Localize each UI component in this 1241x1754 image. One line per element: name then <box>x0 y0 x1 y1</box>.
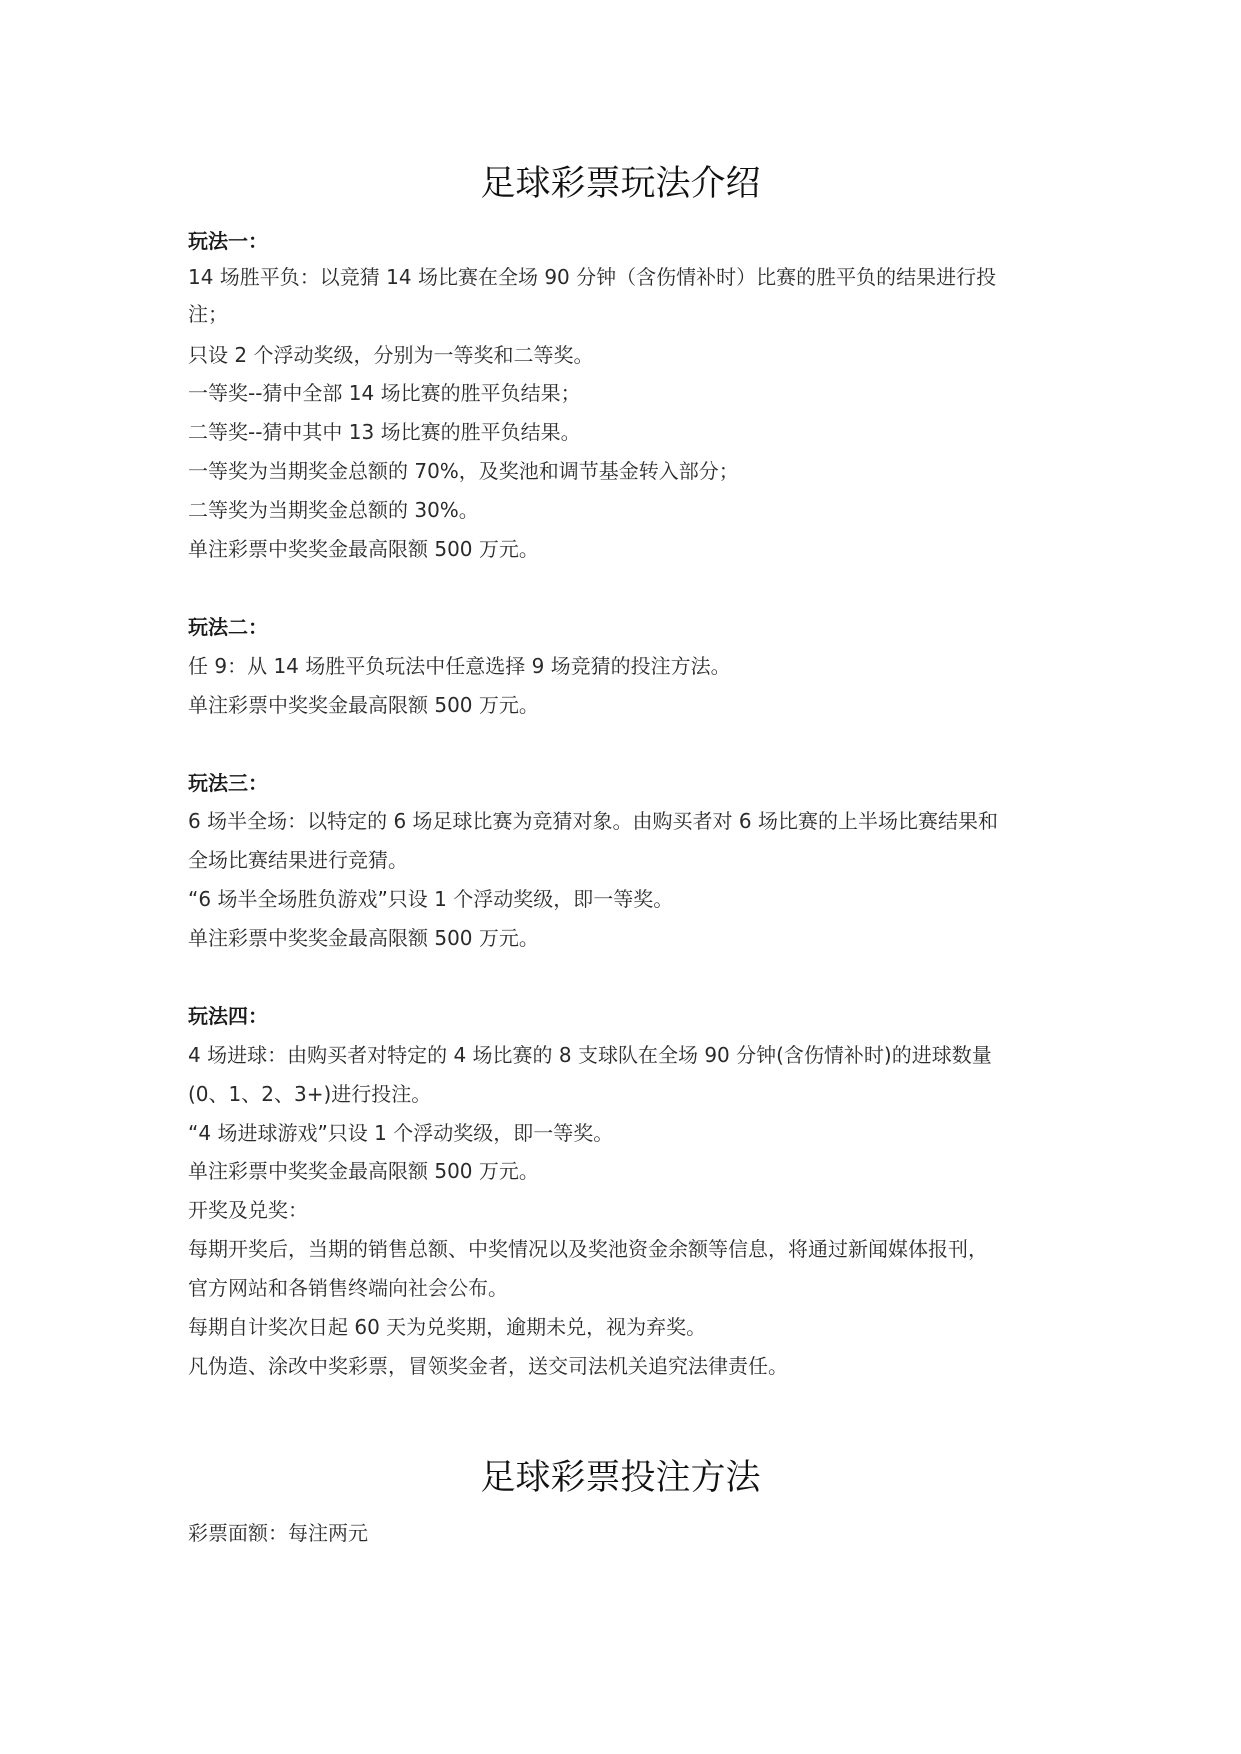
section-1-line: 二等奖--猜中其中 13 场比赛的胜平负结果。 <box>188 420 581 444</box>
section-heading: 足球彩票投注方法 <box>480 1458 761 1498</box>
section-1-line: 一等奖--猜中全部 14 场比赛的胜平负结果； <box>188 381 581 405</box>
section-4-line: 每期开奖后，当期的销售总额、中奖情况以及奖池资金余额等信息，将通过新闻媒体报刊， <box>188 1237 988 1261</box>
section-1-title: 玩法一： <box>188 229 268 253</box>
section-1-line: 注； <box>188 302 228 326</box>
section-4-line: 单注彩票中奖奖金最高限额 500 万元。 <box>188 1159 539 1183</box>
section-1-line: 二等奖为当期奖金总额的 30%。 <box>188 498 479 522</box>
page-title: 足球彩票玩法介绍 <box>480 164 761 204</box>
footer-line: 彩票面额：每注两元 <box>188 1521 368 1545</box>
section-4-line: “4 场进球游戏”只设 1 个浮动奖级，即一等奖。 <box>188 1121 614 1145</box>
section-1-line: 14 场胜平负：以竞猜 14 场比赛在全场 90 分钟（含伤情补时）比赛的胜平负的结果进行投 <box>188 265 997 289</box>
section-2-line: 单注彩票中奖奖金最高限额 500 万元。 <box>188 693 539 717</box>
section-4-line: 开奖及兑奖： <box>188 1198 308 1222</box>
section-4-line: (0、1、2、3+)进行投注。 <box>188 1082 432 1106</box>
section-3-line: 6 场半全场：以特定的 6 场足球比赛为竞猜对象。由购买者对 6 场比赛的上半场比赛结果和 <box>188 809 998 833</box>
section-2-line: 任 9：从 14 场胜平负玩法中任意选择 9 场竞猜的投注方法。 <box>188 654 731 678</box>
section-4-line: 每期自计奖次日起 60 天为兑奖期，逾期未兑，视为弃奖。 <box>188 1315 707 1339</box>
section-3-line: 全场比赛结果进行竞猜。 <box>188 848 408 872</box>
section-4-line: 4 场进球：由购买者对特定的 4 场比赛的 8 支球队在全场 90 分钟(含伤情补时)的进球数量 <box>188 1043 992 1067</box>
section-3-line: 单注彩票中奖奖金最高限额 500 万元。 <box>188 926 539 950</box>
section-1-line: 只设 2 个浮动奖级，分别为一等奖和二等奖。 <box>188 343 594 367</box>
section-3-line: “6 场半全场胜负游戏”只设 1 个浮动奖级，即一等奖。 <box>188 887 674 911</box>
section-1-line: 一等奖为当期奖金总额的 70%，及奖池和调节基金转入部分； <box>188 459 739 483</box>
section-3-title: 玩法三： <box>188 771 268 795</box>
section-4-line: 凡伪造、涂改中奖彩票，冒领奖金者，送交司法机关追究法律责任。 <box>188 1354 788 1378</box>
section-4-title: 玩法四： <box>188 1004 268 1028</box>
section-4-line: 官方网站和各销售终端向社会公布。 <box>188 1276 508 1300</box>
section-2-title: 玩法二： <box>188 615 268 639</box>
section-1-line: 单注彩票中奖奖金最高限额 500 万元。 <box>188 537 539 561</box>
